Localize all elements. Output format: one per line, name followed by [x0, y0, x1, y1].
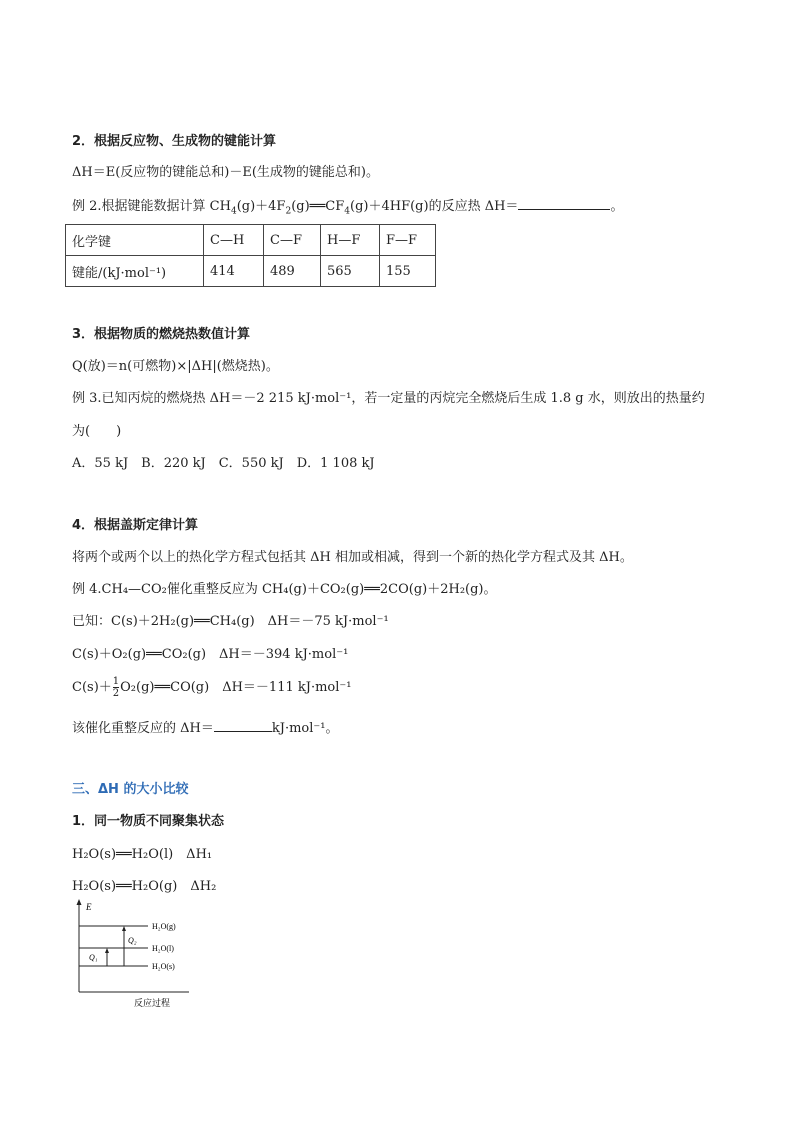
bond-energy-table [65, 224, 436, 287]
one-half-fraction: $\frac{1}{2}$ [112, 676, 120, 699]
table-header-cell: H—F [321, 225, 380, 256]
y-axis-arrow [77, 899, 82, 905]
known-equation-1: 已知：C(s)＋2H₂(g)══CH₄(g) ΔH＝－75 kJ·mol⁻¹ [72, 614, 389, 629]
level-solid-label: H₂O(s) [152, 962, 175, 971]
answer-blank [518, 197, 610, 210]
table-cell: 565 [321, 256, 380, 287]
example3-line2: 为( ) [72, 424, 122, 439]
q2-label: Q₂ [128, 936, 137, 945]
section-three-subheading: 1．同一物质不同聚集状态 [72, 814, 225, 829]
section3-heading: 3．根据物质的燃烧热数值计算 [72, 327, 251, 342]
example3-options: A．55 kJ B．220 kJ C．550 kJ D．1 108 kJ [72, 456, 375, 471]
example3-line1: 例 3.已知丙烷的燃烧热 ΔH＝－2 215 kJ·mol⁻¹，若一定量的丙烷完全燃烧后生成 1.8 g 水，则放出的热量约 [72, 391, 705, 406]
q2-arrowhead [122, 926, 126, 931]
section-three-heading: 三、ΔH 的大小比较 [72, 782, 189, 797]
y-axis-label: E [86, 902, 92, 912]
equation-h2o-s-to-g: H₂O(s)══H₂O(g) ΔH₂ [72, 879, 217, 894]
example2-text: 例 2.根据键能数据计算 $CH_4(g)+4F_2(g)══CF_4(g)+4HF(g)$的反应热 ΔH＝ 。 [72, 199, 624, 217]
table-cell: 489 [264, 256, 321, 287]
table-header-cell: 化学键 [66, 225, 204, 256]
table-header-cell: C—F [264, 225, 321, 256]
level-liquid-label: H₂O(l) [152, 944, 174, 953]
section4-intro: 将两个或两个以上的热化学方程式包括其 ΔH 相加或相减，得到一个新的热化学方程式及其 ΔH。 [72, 550, 633, 565]
table-header-cell: C—H [204, 225, 264, 256]
equation-h2o-s-to-l: H₂O(s)══H₂O(l) ΔH₁ [72, 847, 213, 862]
table-cell: 键能/(kJ·mol⁻¹) [66, 256, 204, 287]
example4-text: 例 4.CH₄—CO₂催化重整反应为 CH₄(g)＋CO₂(g)══2CO(g)＋2H₂(g)。 [72, 582, 497, 597]
table-cell: 155 [380, 256, 436, 287]
table-cell: 414 [204, 256, 264, 287]
q1-label: Q₁ [89, 953, 98, 962]
energy-level-diagram [64, 898, 204, 1010]
section4-heading: 4．根据盖斯定律计算 [72, 518, 199, 533]
section3-formula: Q(放)＝n(可燃物)×|ΔH|(燃烧热)。 [72, 359, 279, 374]
table-row [66, 256, 436, 287]
known-equation-3: C(s)＋ $\frac{1}{2}$ O₂(g)══CO(g) ΔH＝－111 kJ·mol⁻¹ [72, 676, 352, 699]
example4-question: 该催化重整反应的 ΔH＝ kJ·mol⁻¹。 [72, 721, 339, 736]
table-header-row [66, 225, 436, 256]
table-header-cell: F—F [380, 225, 436, 256]
known-equation-2: C(s)＋O₂(g)══CO₂(g) ΔH＝－394 kJ·mol⁻¹ [72, 647, 349, 662]
q1-arrowhead [105, 948, 109, 953]
section2-formula: ΔH＝E(反应物的键能总和)－E(生成物的键能总和)。 [72, 165, 379, 180]
x-axis-label: 反应过程 [134, 999, 171, 1009]
level-gas-label: H₂O(g) [152, 922, 176, 931]
answer-blank [214, 719, 272, 732]
section2-heading: 2．根据反应物、生成物的键能计算 [72, 134, 277, 149]
